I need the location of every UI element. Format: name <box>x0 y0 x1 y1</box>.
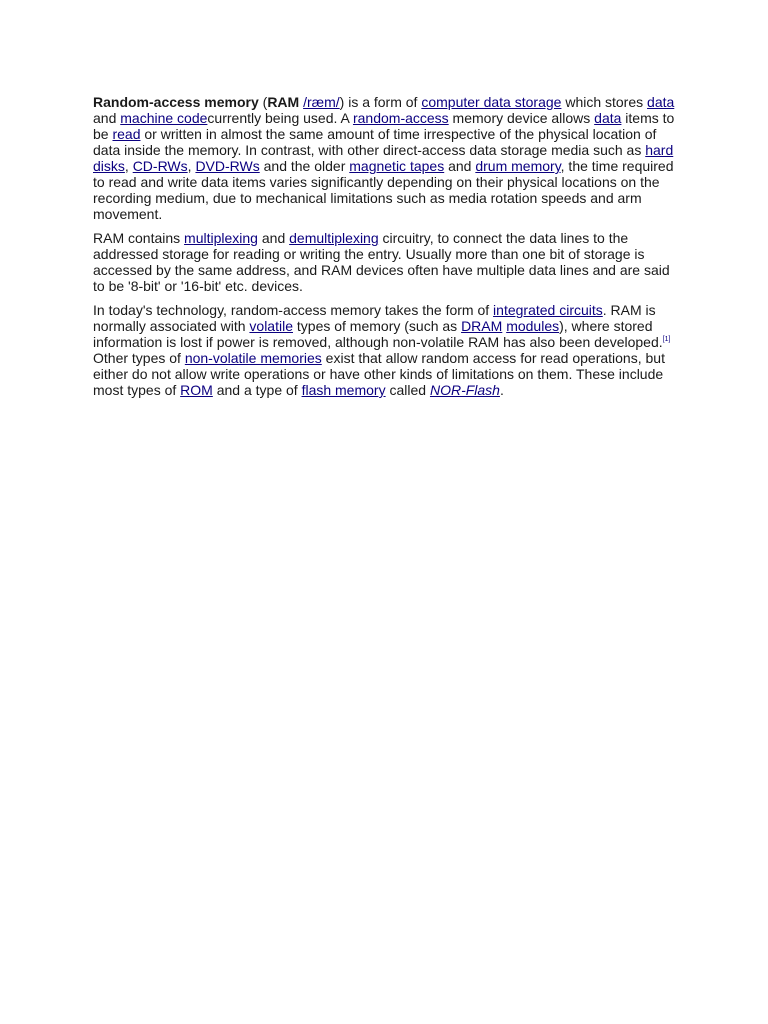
text-run: , <box>124 158 133 174</box>
link-modules: modules <box>506 318 560 334</box>
text-run: ) is a form of <box>339 94 422 110</box>
term-ram: RAM <box>267 94 300 110</box>
text-run: , <box>187 158 196 174</box>
text-run: currently being used. A <box>207 110 353 126</box>
text-run: memory device allows <box>448 110 595 126</box>
text-run: items to be <box>93 110 675 142</box>
paragraph-intro <box>93 94 683 222</box>
text-run: and a type of <box>212 382 302 398</box>
link-integrated-circuits: integrated circuits <box>493 302 603 318</box>
link-machine-code: machine code <box>120 110 208 126</box>
link-non-volatile-memories: non-volatile memories <box>184 350 322 366</box>
link-nor-flash: NOR-Flash <box>429 382 500 398</box>
text-run: and <box>444 158 476 174</box>
text-run: and <box>93 110 121 126</box>
link-dvd-rws: DVD-RWs <box>195 158 260 174</box>
text-run: . <box>499 382 504 398</box>
link-volatile: volatile <box>249 318 293 334</box>
text-run: called <box>385 382 430 398</box>
text-run: which stores <box>561 94 648 110</box>
link-drum-memory: drum memory <box>475 158 561 174</box>
link-pronunciation: /ræm/ <box>303 94 340 110</box>
link-cd-rws: CD-RWs <box>132 158 188 174</box>
link-magnetic-tapes: magnetic tapes <box>349 158 445 174</box>
link-data: data <box>647 94 675 110</box>
text-run: . RAM is normally associated with <box>93 302 656 334</box>
paragraph-technology <box>93 302 683 398</box>
link-data-2: data <box>594 110 622 126</box>
link-hard-disks: hard disks <box>93 142 674 174</box>
text-run: In today's technology, random-access memory takes the form of <box>93 302 494 318</box>
text-run: or written in almost the same amount of time irrespective of the physical location of data inside the memory. In contrast, with other direct-access data storage media such as <box>93 126 657 158</box>
term-random-access-memory: Random-access memory <box>93 94 259 110</box>
text-run: circuitry, to connect the data lines to the addressed storage for reading or writing the entry. Usually more than one bit of storage is accessed by the same address, and RAM devices often have multiple data lines and are said to be '8-bit' or '16-bit' etc. devices. <box>93 230 670 294</box>
text-run: RAM contains <box>93 230 185 246</box>
article-body <box>93 94 683 406</box>
link-read: read <box>112 126 141 142</box>
text-run: and <box>257 230 290 246</box>
link-rom: ROM <box>180 382 213 398</box>
citation-ref: [1] <box>662 336 671 343</box>
link-demultiplexing: demultiplexing <box>289 230 379 246</box>
text-run: and the older <box>259 158 350 174</box>
link-random-access: random-access <box>352 110 449 126</box>
link-dram: DRAM <box>461 318 503 334</box>
text-run: types of memory (such as <box>293 318 462 334</box>
link-computer-data-storage: computer data storage <box>421 94 562 110</box>
text-run: exist that allow random access for read operations, but either do not allow write operations or have other kinds of limitations on them. These include most types of <box>93 350 665 398</box>
text-run: , the time required to read and write data items varies significantly depending on their physical locations on the recording medium, due to mechanical limitations such as media rotation speeds and arm movement. <box>93 158 674 222</box>
text-run: Other types of <box>93 350 185 366</box>
text-run: ), where stored information is lost if power is removed, although non-volatile RAM has also been developed. <box>93 318 663 350</box>
paragraph-circuitry <box>93 230 683 294</box>
link-multiplexing: multiplexing <box>184 230 258 246</box>
link-flash-memory: flash memory <box>301 382 386 398</box>
text-run: ( <box>258 94 268 110</box>
